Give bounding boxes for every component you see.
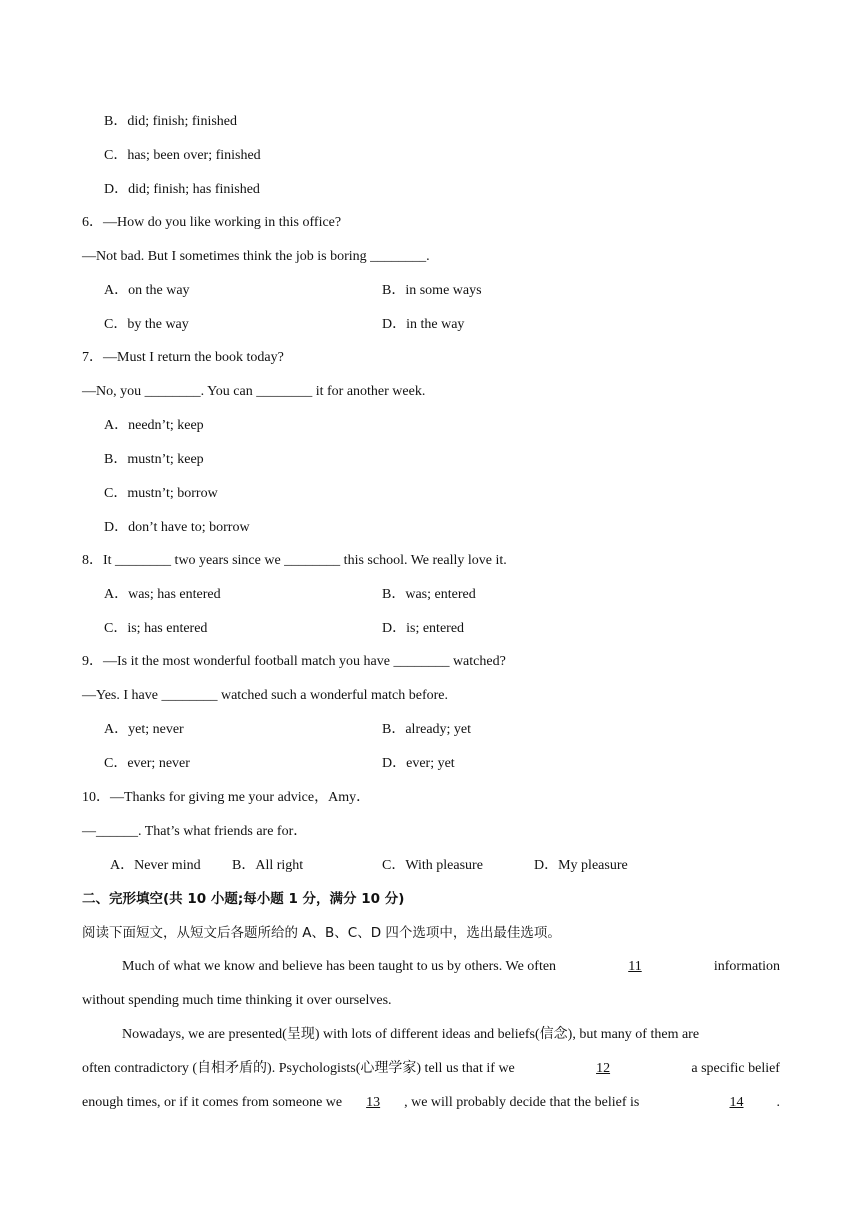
q9-option-b: B．already; yet (382, 722, 472, 737)
blank-11[interactable]: 11 (628, 959, 642, 974)
q8-option-a: A．was; has entered (104, 587, 221, 602)
q5-option-b: B．did; finish; finished (104, 114, 237, 129)
q5-option-d: D．did; finish; has finished (104, 182, 260, 197)
passage-text: enough times, or if it comes from someone we (82, 1095, 343, 1110)
q10-option-c: C．With pleasure (382, 858, 483, 873)
q5-option-c: C．has; been over; finished (104, 148, 261, 163)
passage-p2-line3 (82, 1093, 780, 1113)
q9-option-c: C．ever; never (104, 756, 190, 771)
passage-text: . (776, 1095, 780, 1110)
q7-option-b: B．mustn’t; keep (104, 452, 204, 467)
q10-reply: —______. That’s what friends are for． (82, 824, 308, 839)
blank-12[interactable]: 12 (596, 1061, 611, 1076)
passage-p2-line1 (82, 1025, 780, 1045)
q8-option-c: C．is; has entered (104, 621, 208, 636)
section-instruction: 阅读下面短文，从短文后各题所给的 A、B、C、D 四个选项中，选出最佳选项。 (82, 925, 561, 941)
passage-text: a specific belief (691, 1061, 780, 1076)
passage-p2-line2 (82, 1059, 780, 1079)
passage-p1-line1 (82, 957, 780, 977)
q7-option-c: C．mustn’t; borrow (104, 486, 218, 501)
passage-text: often contradictory (自相矛盾的). Psychologists(心理学家) tell us that if we (82, 1061, 515, 1076)
q8-stem: 8．It ________ two years since we ________ this school. We really love it. (82, 553, 507, 568)
q7-option-d: D．don’t have to; borrow (104, 520, 250, 535)
passage-text: information (713, 959, 780, 974)
q9-stem: 9．—Is it the most wonderful football match you have ________ watched? (82, 654, 506, 669)
q10-option-a: A．Never mind (110, 858, 201, 873)
passage-text: , we will probably decide that the belief is (404, 1095, 640, 1110)
q7-stem: 7．—Must I return the book today? (82, 350, 284, 365)
q7-reply: —No, you ________. You can ________ it for another week. (82, 384, 426, 399)
passage-text: Much of what we know and believe has been taught to us by others. We often (122, 959, 557, 974)
q7-option-a: A．needn’t; keep (104, 418, 204, 433)
q8-option-d: D．is; entered (382, 621, 465, 636)
q6-option-c: C．by the way (104, 317, 189, 332)
passage-p1-line2: without spending much time thinking it over ourselves. (82, 993, 392, 1008)
q10-stem: 10．—Thanks for giving me your advice，Amy． (82, 790, 371, 805)
q9-option-a: A．yet; never (104, 722, 184, 737)
q6-option-d: D．in the way (382, 317, 465, 332)
blank-14[interactable]: 14 (729, 1095, 744, 1110)
blank-13[interactable]: 13 (366, 1095, 381, 1110)
q9-option-d: D．ever; yet (382, 756, 455, 771)
q10-option-b: B．All right (232, 858, 304, 873)
q6-option-b: B．in some ways (382, 283, 482, 298)
q6-option-a: A．on the way (104, 283, 190, 298)
passage-text: Nowadays, we are presented(呈现) with lots of different ideas and beliefs(信念), but many of them are (122, 1027, 700, 1042)
q8-option-b: B．was; entered (382, 587, 476, 602)
q9-reply: —Yes. I have ________ watched such a wonderful match before. (82, 688, 448, 703)
q6-reply: —Not bad. But I sometimes think the job is boring ________. (82, 249, 430, 264)
section-heading: 二、完形填空(共 10 小题;每小题 1 分，满分 10 分) (82, 891, 405, 907)
q10-option-d: D．My pleasure (534, 858, 628, 873)
q6-stem: 6．—How do you like working in this office? (82, 215, 342, 230)
